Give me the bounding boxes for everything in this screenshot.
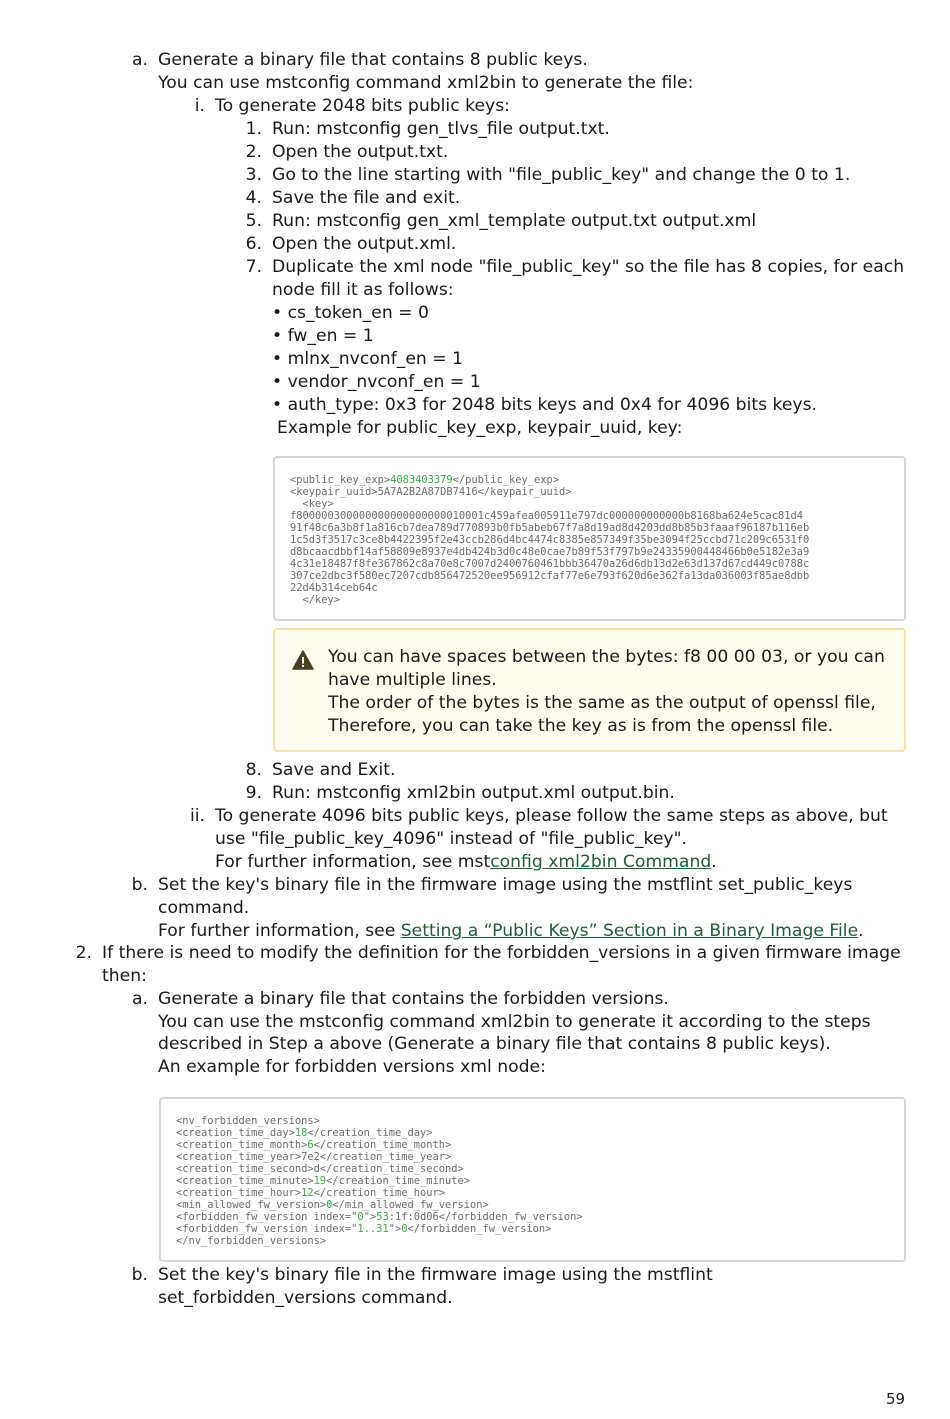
step-number: 7.: [245, 257, 262, 277]
code-token: :1f:0d06</forbidden_fw_version>: [388, 1211, 583, 1223]
code-line: <keypair_uuid>5A7A2B2A87DB7416</keypair_uuid>: [290, 486, 572, 498]
step-text: Save the file and exit.: [272, 188, 461, 208]
code-line: 4c31e18487f8fe367862c8a70e8c7007d2400760461bbb36470a26d6db13d2e63d137d67cd449c0788c: [290, 558, 810, 570]
step-text: Open the output.txt.: [272, 142, 449, 162]
step-number: 5.: [245, 211, 262, 231]
list-marker-b: b.: [131, 1265, 148, 1285]
step-text: Run: mstconfig xml2bin output.xml output.bin.: [272, 783, 675, 803]
paragraph-line: You can use mstconfig command xml2bin to generate the file:: [158, 73, 694, 93]
code-line: <key>: [290, 498, 334, 510]
code-line: 22d4b314ceb64c: [290, 582, 378, 594]
code-number: 12: [301, 1187, 314, 1199]
paragraph-line: use "file_public_key_4096" instead of "file_public_key".: [215, 829, 687, 849]
bullet-item: • mlnx_nvconf_en = 1: [272, 349, 464, 369]
code-number: 0: [326, 1199, 333, 1211]
step-text: Run: mstconfig gen_tlvs_file output.txt.: [272, 119, 610, 139]
code-token: </min_allowed_fw_version>: [332, 1199, 489, 1211]
code-token: <creation_time_day>: [176, 1127, 295, 1139]
paragraph-line: An example for forbidden versions xml node:: [158, 1057, 546, 1077]
step-number: 9.: [245, 783, 262, 803]
list-marker-ii: ii.: [189, 806, 205, 826]
step-number: 2.: [245, 142, 262, 162]
code-number: 1..31: [357, 1223, 389, 1235]
code-token: </creation_time_month>: [313, 1139, 452, 1151]
step-number: 3.: [245, 165, 262, 185]
warning-callout: [273, 628, 906, 752]
list-marker-2: 2.: [75, 943, 92, 963]
code-block-public-key: [273, 456, 906, 621]
code-token: </creation_time_minute>: [326, 1175, 471, 1187]
code-token: <creation_time_month>: [176, 1139, 308, 1151]
warning-text: The order of the bytes is the same as the output of openssl file,: [328, 693, 876, 713]
paragraph-line: If there is need to modify the definition for the forbidden_versions in a given firmware image: [102, 943, 901, 963]
code-token: </nv_forbidden_versions>: [176, 1235, 327, 1247]
code-token: <forbidden_fw_version index=": [176, 1223, 358, 1235]
text-fragment: For further information, see: [158, 921, 401, 941]
code-line: d8bcaacdbbf14af58809e8937e4db424b3d0c48e0cae7b89f53f797b9e24335900448466b0e5182e3a9: [290, 546, 810, 558]
paragraph-line: set_forbidden_versions command.: [158, 1288, 453, 1308]
list-marker-b: b.: [131, 875, 148, 895]
link-xml2bin-command[interactable]: config xml2bin Command: [490, 852, 712, 872]
code-number: 53: [376, 1211, 389, 1223]
code-block-forbidden-versions: [159, 1097, 906, 1262]
bullet-item: • vendor_nvconf_en = 1: [272, 372, 481, 392]
code-line: </key>: [290, 594, 341, 606]
warning-text: have multiple lines.: [328, 670, 497, 690]
step-text: node fill it as follows:: [272, 280, 454, 300]
code-line: 307ce2dbc3f580ec7207cdb856472520ee956912cfaf77e6e793f620d6e362fa13da036003f85ae8dbb: [290, 570, 810, 582]
warning-icon: [292, 650, 314, 670]
bullet-item: • fw_en = 1: [272, 326, 374, 346]
code-line: 1c5d3f3517c3ce8b4422395f2e43ccb286d4bc4474c8385e857349f35be3094f25ccbd71c209c6531f0: [290, 534, 810, 546]
code-token: <creation_time_minute>: [176, 1175, 314, 1187]
code-token: <min_allowed_fw_version>: [176, 1199, 327, 1211]
bullet-item: • auth_type: 0x3 for 2048 bits keys and 0x4 for 4096 bits keys.: [272, 395, 818, 415]
code-token: <public_key_exp>: [290, 474, 391, 486]
code-number: 19: [313, 1175, 327, 1187]
code-token: <nv_forbidden_versions>: [176, 1115, 320, 1127]
warning-text: You can have spaces between the bytes: f8 00 00 03, or you can: [328, 647, 885, 667]
paragraph-line: Generate a binary file that contains the forbidden versions.: [158, 989, 669, 1009]
code-number: 4083403379: [390, 474, 453, 486]
paragraph-line: command.: [158, 898, 250, 918]
paragraph-line: Set the key's binary file in the firmware image using the mstflint: [158, 1265, 713, 1285]
paragraph-line: You can use the mstconfig command xml2bin to generate it according to the steps: [158, 1012, 871, 1032]
list-marker-a: a.: [132, 989, 148, 1009]
code-token: </forbidden_fw_version>: [407, 1223, 552, 1235]
page-number: 59: [886, 1390, 906, 1408]
step-text: Open the output.xml.: [272, 234, 457, 254]
code-number: 0: [357, 1211, 364, 1223]
code-content: [176, 1115, 583, 1247]
bullet-item: • cs_token_en = 0: [272, 303, 429, 323]
code-token: <forbidden_fw_version index=": [176, 1211, 358, 1223]
code-token: </creation_time_hour>: [313, 1187, 446, 1199]
code-token: ">: [388, 1223, 402, 1235]
list-marker-i: i.: [194, 96, 205, 116]
step-text: Run: mstconfig gen_xml_template output.txt output.xml: [272, 211, 757, 231]
step-text: Save and Exit.: [272, 760, 396, 780]
code-line: 91f48c6a3b8f1a816cb7dea789d770893b0fb5abeb67f7a8d19ad8d4203dd8b85b3faaaf96187b116eb: [290, 522, 810, 534]
code-token: <creation_time_hour>: [176, 1187, 302, 1199]
step-text: Go to the line starting with "file_public_key" and change the 0 to 1.: [272, 165, 851, 185]
paragraph-line: described in Step a above (Generate a binary file that contains 8 public keys).: [158, 1034, 831, 1054]
code-number: 0: [401, 1223, 408, 1235]
list-marker-a: a.: [132, 50, 148, 70]
paragraph-line: Generate a binary file that contains 8 public keys.: [158, 50, 588, 70]
step-number: 1.: [245, 119, 262, 139]
code-number: 18: [294, 1127, 308, 1139]
code-token: </creation_time_day>: [307, 1127, 433, 1139]
text-fragment: .: [711, 852, 717, 872]
paragraph-line: [215, 851, 717, 874]
paragraph-line: then:: [102, 966, 147, 986]
paragraph-line: To generate 2048 bits public keys:: [215, 96, 510, 116]
paragraph-line: To generate 4096 bits public keys, please follow the same steps as above, but: [215, 806, 888, 826]
code-token: <creation_time_second>d</creation_time_second>: [176, 1163, 464, 1175]
code-content: [290, 474, 809, 606]
step-number: 4.: [245, 188, 262, 208]
step-text: Duplicate the xml node "file_public_key" so the file has 8 copies, for each: [272, 257, 905, 277]
paragraph-line: Set the key's binary file in the firmware image using the mstflint set_public_keys: [158, 875, 853, 895]
paragraph-line: Example for public_key_exp, keypair_uuid, key:: [277, 418, 683, 438]
paragraph-line: [158, 920, 864, 943]
step-number: 8.: [245, 760, 262, 780]
text-fragment: .: [858, 921, 864, 941]
code-token: ">: [363, 1211, 377, 1223]
step-number: 6.: [245, 234, 262, 254]
code-token: </public_key_exp>: [452, 474, 560, 486]
link-public-keys-section[interactable]: Setting a “Public Keys” Section in a Binary Image File: [400, 921, 859, 941]
warning-text: Therefore, you can take the key as is from the openssl file.: [328, 716, 834, 736]
code-token: <creation_time_year>7e2</creation_time_year>: [176, 1151, 452, 1163]
code-number: 6: [307, 1139, 314, 1151]
text-fragment: For further information, see mst: [215, 852, 491, 872]
code-line: f800000300000000000000000010001c459afea005911e797dc000000000000b8168ba624e5cac81d4: [290, 510, 803, 522]
